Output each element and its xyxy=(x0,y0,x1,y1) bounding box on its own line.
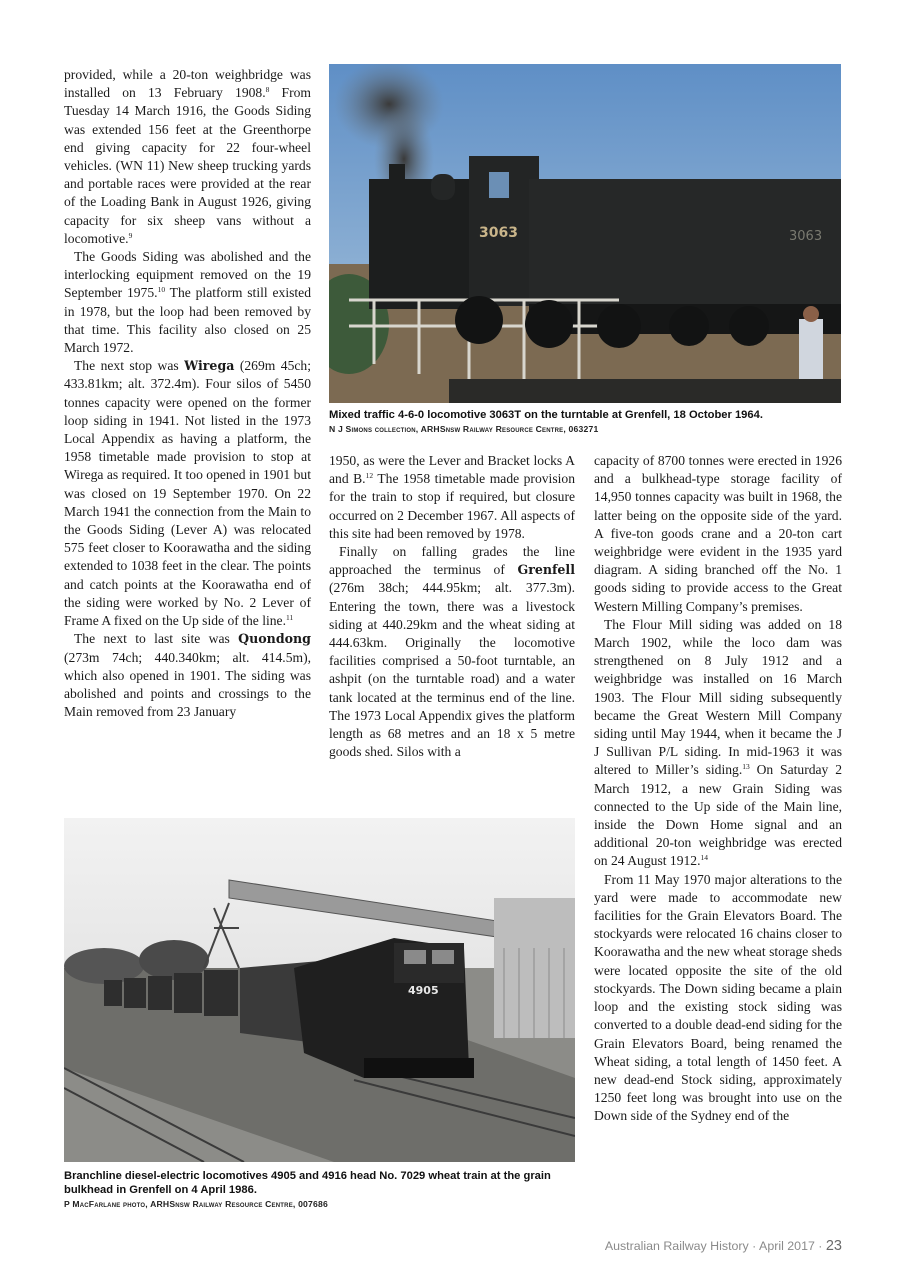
photo-credit: N J Simons collection, ARHSnsw Railway Resource Centre, 063271 xyxy=(329,424,599,434)
place-name-quondong: Quondong xyxy=(238,631,311,647)
text-column-2 xyxy=(329,452,575,761)
paragraph: The Goods Siding was abolished and the interlocking equipment removed on the 19 September 1975.10 The platform still existed in 1978, but the loop had been removed by that time. This facility also closed on 25 March 1972. xyxy=(64,249,311,356)
text-column-1 xyxy=(64,66,311,721)
paragraph: 1950, as were the Lever and Bracket locks A and B.$^{12}$ The 1958 timetable made provision for the train to stop if required, but closure occurred on 2 December 1967. All aspects of this site had been removed by 1978. xyxy=(329,453,575,541)
tender-number: 3063 xyxy=(789,229,823,244)
paragraph: provided, while a 20-ton weighbridge was installed on 13 February 1908.$^8$ From Tuesday 14 March 1916, the Goods Siding was extended 156 feet at the Greenthorpe end giving capacity for 22 four-wheel vehicles. (WN 11) New sheep trucking yards and portable races were provided at the rear of the Loading Bank in August 1926, giving capacity for six sheep vans without a locomotive.$^9$ xyxy=(64,67,311,246)
footer-text: Australian Railway History · April 2017 · xyxy=(604,1239,826,1253)
loco-number-4905: 4905 xyxy=(408,984,439,997)
page-footer xyxy=(560,1238,842,1254)
loco-number-3063: 3063 xyxy=(479,225,518,241)
photo-credit: P MacFarlane photo, ARHSnsw Railway Resource Centre, 007686 xyxy=(64,1199,328,1209)
photo-caption: Branchline diesel-electric locomotives 4905 and 4916 head No. 7029 wheat train at the grain bulkhead in Grenfell on 4 April 1986. xyxy=(64,1170,551,1196)
page-number: 23 xyxy=(825,1238,842,1254)
place-name-grenfell: Grenfell xyxy=(517,562,575,578)
photo-caption: Mixed traffic 4-6-0 locomotive 3063T on the turntable at Grenfell, 18 October 1964. xyxy=(329,409,763,421)
photo-steam-locomotive xyxy=(329,64,841,403)
place-name-wirega: Wirega xyxy=(184,358,235,374)
paragraph: capacity of 8700 tonnes were erected in 1926 and a bulkhead-type storage facility of 14,950 tonnes capacity was built in 1968, the latter being on the opposite side of the yard. A five-ton goods crane and a 20-ton cart weighbridge were evident in the 1935 yard diagram. A siding branched off the No. 1 goods siding to provide access to the Great Western Milling Company’s premises. xyxy=(594,453,842,614)
paragraph: The next stop was Wirega (269m 45ch; 433.81km; alt. 372.4m). Four silos of 5450 tonnes capacity were opened on the former loop siding in 1941. Not listed in the 1973 Local Appendix as having a platform, the 1958 timetable made provision to stop at Wirega as required. It too opened in 1901 but was closed on 19 September 1970. On 22 March 1941 the connection from the Main to the Goods Siding (Lever A) was relocated 575 feet closer to Koorawatha and the siding extended to 1038 feet in the clear. The points and catch points at the Koorawatha end of the siding were worked by No. 2 Lever of Frame A fixed on the Up side of the line.$^{11}$ xyxy=(64,358,311,629)
paragraph: Finally on falling grades the line approached the terminus of Grenfell (276m 38ch; 444.95km; alt. 377.3m). Entering the town, there was a livestock siding at 440.29km and the wheat siding at 444.63km. Originally the locomotive facilities comprised a 50-foot turntable, an ashpit (on the turntable road) and a water tank located at the terminus end of the line. The 1973 Local Appendix gives the platform length as 68 metres and an 18 x 5 metre goods shed. Silos with a xyxy=(329,544,575,760)
paragraph: From 11 May 1970 major alterations to the yard were made to accommodate new facilities for the Grain Elevators Board. The stockyards were relocated 16 chains closer to Koorawatha and the new wheat storage sheds were located opposite the site of the old stockyards. The Down siding became a plain loop and the existing stock siding was converted to a double dead-end siding for the Grain Elevators Board, being renamed the Wheat siding, a total length of 1450 feet. A new dead-end Stock siding, approximately 1250 feet long was brought into use on the Down side of the Sydney end of the xyxy=(594,871,842,1124)
photo-diesel-wheat-train xyxy=(64,818,575,1162)
paragraph: The Flour Mill siding was added on 18 March 1902, while the loco dam was strengthened on 8 July 1912 and a weighbridge was installed on 16 March 1903. The Flour Mill siding subsequently became the Great Western Mill Company siding until May 1944, when it became the J J Sullivan P/L siding. In mid-1963 it was altered to Miller’s siding.$^{13}$ On Saturday 2 March 1912, a new Grain Siding was connected to the Up side of the Main line, inside the Down Home signal and an additional 20-ton weighbridge was erected on 24 August 1912.14 xyxy=(594,616,842,869)
text-column-3 xyxy=(594,452,842,1126)
paragraph: The next to last site was Quondong (273m 74ch; 440.340km; alt. 414.5m), which also opened in 1901. The siding was abolished and points and crossings to the Main removed from 23 January xyxy=(64,631,311,720)
